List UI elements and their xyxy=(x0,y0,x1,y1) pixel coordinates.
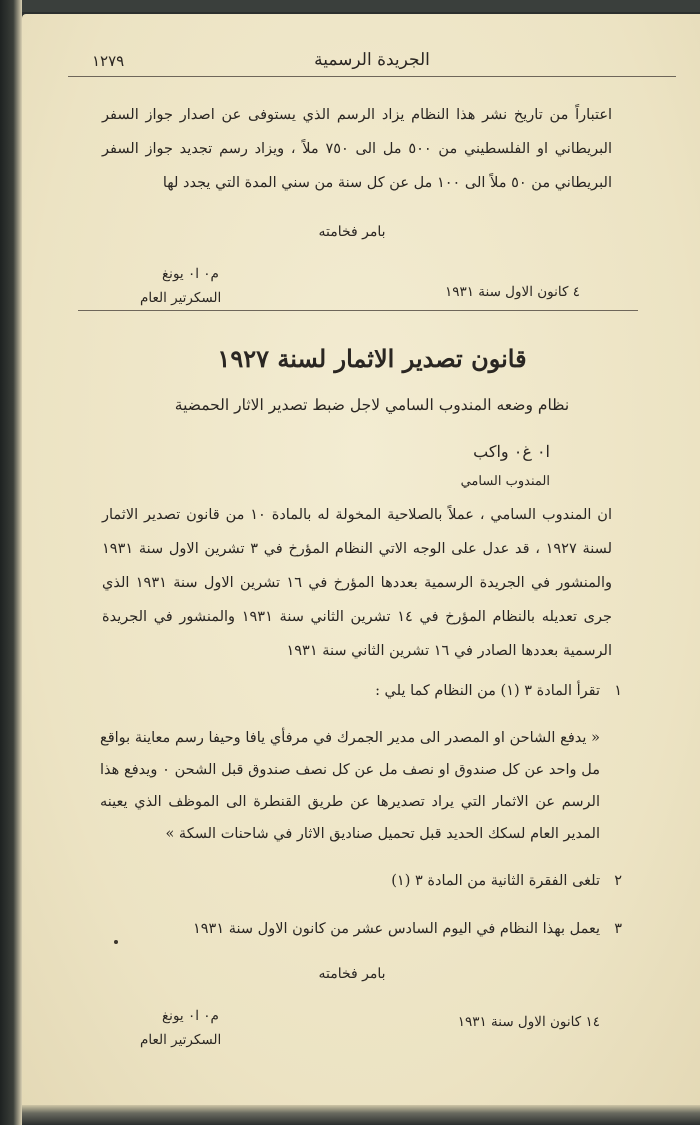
high-commissioner-name: ا٠ غ٠ واكب xyxy=(473,442,550,461)
amendment-intro-paragraph: ان المندوب السامي ، عملاً بالصلاحية المخولة له بالمادة ١٠ من قانون تصدير الاثمار لسنة ١٩٢٧ ، قد عدل على الوجه الاتي النظام المؤرخ في ٣ تشرين الاول سنة ١٩٣١ والمنشور في الجريدة الرسمية بعددها المؤرخ في ١٦ تشرين الاول سنة ١٩٣١ الذي جرى تعديله بالنظام المؤرخ في ١٤ تشرين الثاني سنة ١٩٣١ والمنشور في الجريدة الرسمية بعددها الصادر في ١٦ تشرين الثاني سنة ١٩٣١ xyxy=(102,507,612,659)
item-text: يعمل بهذا النظام في اليوم السادس عشر من كانون الاول سنة ١٩٣١ xyxy=(192,921,600,937)
binding-edge xyxy=(0,0,700,12)
quoted-regulation: « يدفع الشاحن او المصدر الى مدير الجمرك في مرفأي يافا وحيفا رسم معاينة بواقع مل واحد عن كل صندوق او نصف مل عن كل نصف صندوق قبل الشحن ٠ ويدفع هذا الرسم عن الاثمار التي يراد تصديرها عن طريق القنطرة الى الموظف الذي يعينه المدير العام لسكك الحديد قبل تحميل صناديق الاثار في شاحنات السكة » xyxy=(100,730,600,842)
item-number: ٣ xyxy=(614,921,622,937)
section-divider xyxy=(78,310,638,311)
signature-name: م٠ ا٠ يونغ xyxy=(162,266,219,282)
list-item xyxy=(95,914,622,944)
date-text: ٤ كانون الاول سنة ١٩٣١ xyxy=(444,284,580,300)
by-order-text: بامر فخامته xyxy=(318,966,386,982)
passport-fee-paragraph: اعتباراً من تاريخ نشر هذا النظام يزاد الرسم الذي يستوفى عن اصدار جواز السفر البريطاني او الفلسطيني من ٥٠٠ مل الى ٧٥٠ ملاً ، ويزاد رسم تجديد جواز السفر البريطاني من ٥٠ ملاً الى ١٠٠ مل عن كل سنة من سني المدة التي يجدد لها xyxy=(102,107,613,191)
page-spine xyxy=(0,0,22,1125)
by-order-text: بامر فخامته xyxy=(318,224,386,240)
ink-dot xyxy=(114,940,118,944)
signature-name: م٠ ا٠ يونغ xyxy=(162,1008,219,1024)
gazette-page xyxy=(22,14,700,1108)
signature-title: السكرتير العام xyxy=(140,290,222,306)
high-commissioner-title: المندوب السامي xyxy=(460,474,550,489)
header-rule xyxy=(68,76,676,77)
item-number: ١ xyxy=(614,683,622,699)
item-text: تلغى الفقرة الثانية من المادة ٣ (١) xyxy=(391,873,600,889)
list-item xyxy=(95,676,622,706)
item-text: تقرأ المادة ٣ (١) من النظام كما يلي : xyxy=(375,683,600,699)
gazette-title: الجريدة الرسمية xyxy=(314,50,430,70)
page-bottom-edge xyxy=(22,1105,700,1125)
item-number: ٢ xyxy=(614,873,622,889)
signature-title: السكرتير العام xyxy=(140,1032,222,1048)
law-title: قانون تصدير الاثمار لسنة ١٩٢٧ xyxy=(217,344,527,373)
list-item xyxy=(95,866,622,896)
page-header xyxy=(62,44,682,84)
date-text: ١٤ كانون الاول سنة ١٩٣١ xyxy=(457,1014,600,1030)
page-number: ١٢٧٩ xyxy=(92,52,125,70)
law-subtitle: نظام وضعه المندوب السامي لاجل ضبط تصدير الاثار الحمضية xyxy=(174,396,570,414)
